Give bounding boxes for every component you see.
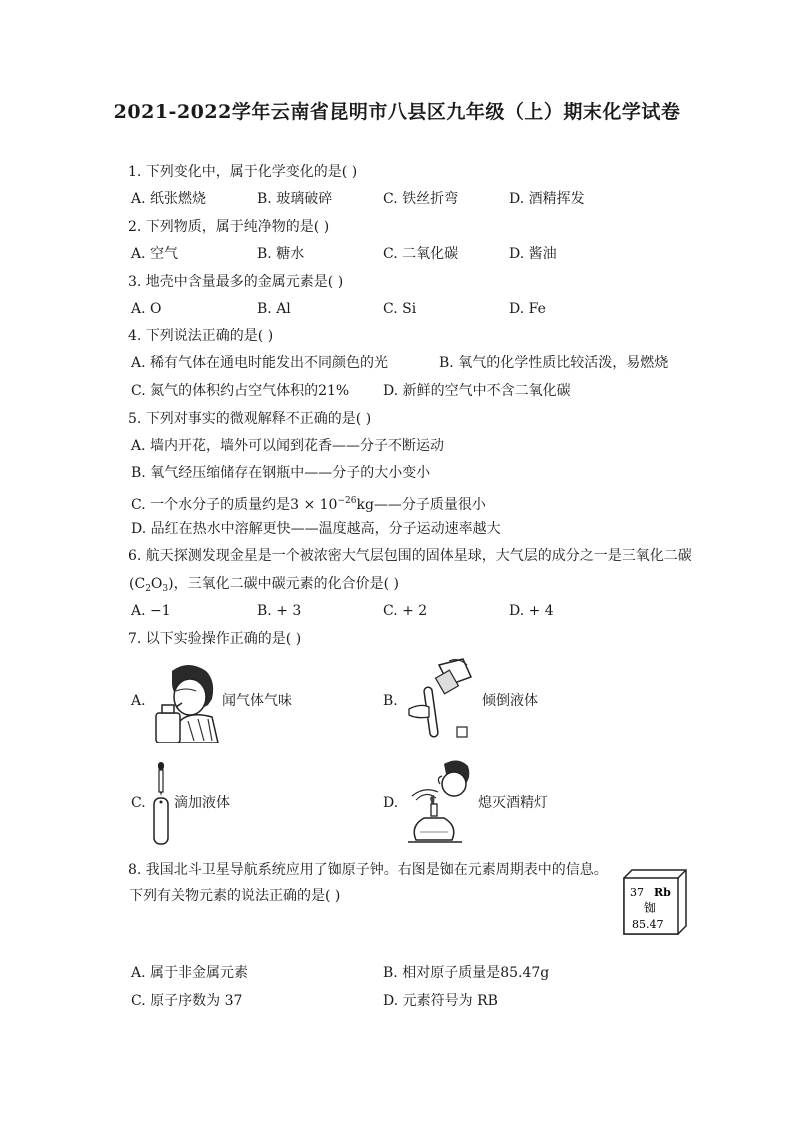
q6-option-d: D. + 4 xyxy=(509,603,554,619)
q3-option-a: A. O xyxy=(131,301,162,317)
question-8-stem: 8. 我国北斗卫星导航系统应用了铷原子钟。右图是铷在元素周期表中的信息。 xyxy=(128,862,608,878)
q6-text-a: (C xyxy=(129,576,146,592)
q8-option-c: C. 原子序数为 37 xyxy=(131,993,243,1009)
q2-option-b: B. 糖水 xyxy=(257,246,305,262)
q6-sub-2: 2 xyxy=(145,584,151,594)
question-6-stem-line2 xyxy=(129,574,399,599)
question-5-stem: 5. 下列对事实的微观解释不正确的是( ) xyxy=(128,411,372,427)
question-6-stem: 6. 航天探测发现金星是一个被浓密大气层包围的固体星球，大气层的成分之一是三氧化二碳 xyxy=(128,548,692,564)
q3-option-d: D. Fe xyxy=(509,301,546,317)
q6-sub-3: 3 xyxy=(162,584,169,594)
q6-text-b: O xyxy=(150,576,163,592)
q8-option-a: A. 属于非金属元素 xyxy=(131,965,249,981)
q6-option-c: C. + 2 xyxy=(383,603,428,619)
q5-option-b: B. 氧气经压缩储存在钢瓶中——分子的大小变小 xyxy=(131,465,431,481)
q6-option-b: B. + 3 xyxy=(257,603,302,619)
q1-option-b: B. 玻璃破碎 xyxy=(257,191,333,207)
q1-option-d: D. 酒精挥发 xyxy=(509,191,585,207)
pour-liquid-illustration xyxy=(405,657,475,743)
q7-option-d: D. xyxy=(383,795,399,811)
q7-option-a: A. xyxy=(131,693,146,709)
q4-option-c: C. 氮气的体积约占空气体积的21% xyxy=(131,383,350,399)
q7-caption-a: 闻气体气味 xyxy=(222,693,292,709)
q4-option-a: A. 稀有气体在通电时能发出不同颜色的光 xyxy=(131,355,389,371)
q7-caption-b: 倾倒液体 xyxy=(482,693,538,709)
q5-option-d: D. 品红在热水中溶解更快——温度越高，分子运动速率越大 xyxy=(131,521,501,537)
question-1-stem: 1. 下列变化中，属于化学变化的是( ) xyxy=(128,164,358,180)
q4-option-b: B. 氧气的化学性质比较活泼，易燃烧 xyxy=(439,355,669,371)
q5-exponent: −26 xyxy=(337,496,357,506)
q7-option-b: B. xyxy=(383,693,398,709)
rubidium-element-card xyxy=(620,868,690,936)
q5-option-a: A. 墙内开花，墙外可以闻到花香——分子不断运动 xyxy=(131,438,445,454)
question-7-stem: 7. 以下实验操作正确的是( ) xyxy=(128,631,302,647)
q2-option-c: C. 二氧化碳 xyxy=(383,246,459,262)
q8-option-d: D. 元素符号为 RB xyxy=(383,993,498,1009)
q5-option-c-tail: kg——分子质量很小 xyxy=(356,497,486,513)
q8-option-b: B. 相对原子质量是85.47g xyxy=(383,965,550,981)
q5-option-c-text: C. 一个水分子的质量约是3 × 10 xyxy=(131,497,338,513)
smell-gas-illustration xyxy=(150,661,222,743)
q2-option-d: D. 酱油 xyxy=(509,246,557,262)
q4-option-d: D. 新鲜的空气中不含二氧化碳 xyxy=(383,383,571,399)
element-mass: 85.47 xyxy=(632,918,664,931)
q6-text-c: )，三氧化二碳中碳元素的化合价是( ) xyxy=(168,576,399,592)
element-symbol: Rb xyxy=(654,886,671,899)
q1-option-a: A. 纸张燃烧 xyxy=(131,191,207,207)
question-2-stem: 2. 下列物质，属于纯净物的是( ) xyxy=(128,219,330,235)
q7-caption-d: 熄灭酒精灯 xyxy=(478,795,548,811)
element-number: 37 xyxy=(630,886,644,899)
q1-option-c: C. 铁丝折弯 xyxy=(383,191,459,207)
q3-option-c: C. Si xyxy=(383,301,417,317)
q5-option-c xyxy=(131,491,486,515)
drop-liquid-illustration xyxy=(150,762,172,846)
q7-caption-c: 滴加液体 xyxy=(174,795,230,811)
extinguish-lamp-illustration xyxy=(402,756,478,848)
question-8-stem-line2: 下列有关物元素的说法正确的是( ) xyxy=(129,888,341,904)
page-title: 2021-2022学年云南省昆明市八县区九年级（上）期末化学试卷 xyxy=(113,101,681,123)
q2-option-a: A. 空气 xyxy=(131,246,179,262)
question-3-stem: 3. 地壳中含量最多的金属元素是( ) xyxy=(128,274,344,290)
element-name: 铷 xyxy=(644,901,657,915)
question-4-stem: 4. 下列说法正确的是( ) xyxy=(128,328,274,344)
q7-option-c: C. xyxy=(131,795,146,811)
q3-option-b: B. Al xyxy=(257,301,291,317)
q6-option-a: A. −1 xyxy=(131,603,171,619)
